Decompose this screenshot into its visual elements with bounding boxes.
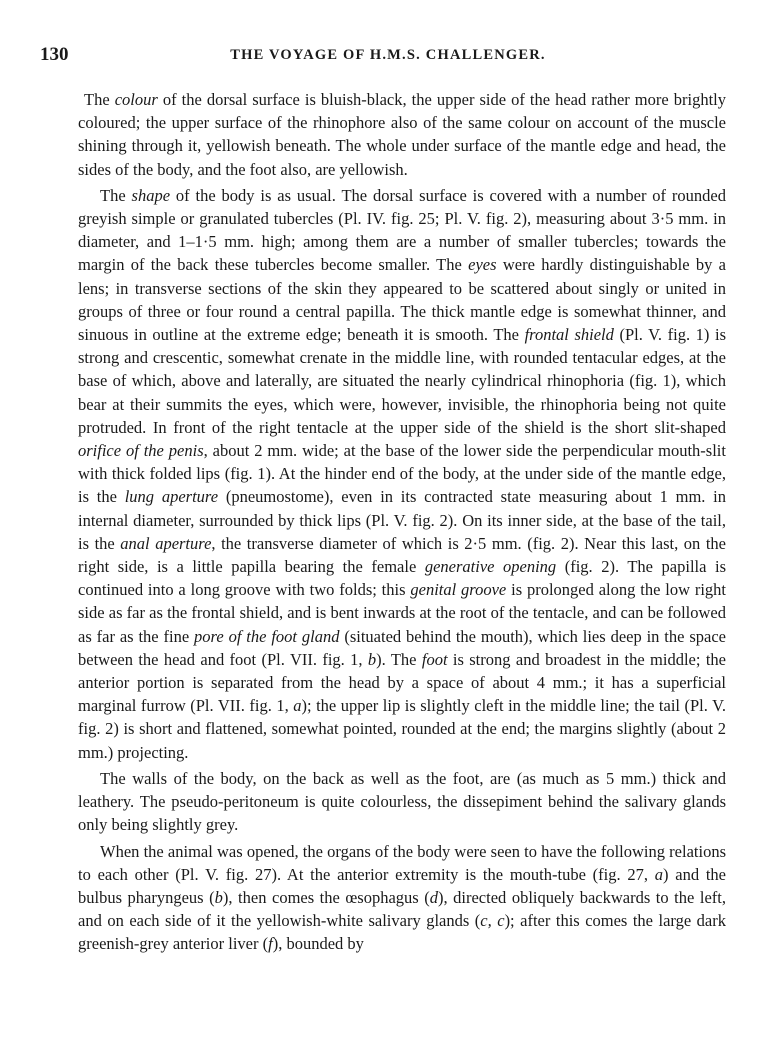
page-header: [40, 44, 736, 66]
page-number: 130: [40, 44, 69, 65]
paragraph-organs: When the animal was opened, the organs of the body were seen to have the following relations to each other (Pl. V. fig. 27). At the anterior extremity is the mouth-tube (fig. 27, a) and the bulbus pharyngeus (b), then comes the œsophagus (d), directed obliquely backwards to the left, and on each side of it the yellowish-white salivary glands (c, c); after this comes the large dark greenish-grey anterior liver (f), bounded by: [78, 841, 726, 954]
paragraph-shape: The shape of the body is as usual. The dorsal surface is covered with a number of rounded greyish simple or granulated tubercles (Pl. IV. fig. 25; Pl. V. fig. 2), measuring about 3·5 mm. in diameter, and 1–1·5 mm. high; among them are a number of smaller tubercles; towards the margin of the back these tubercles become smaller. The eyes were hardly distinguishable by a lens; in transverse sections of the skin they appeared to be scattered about singly or united in groups of three or four round a central papilla. The thick mantle edge is somewhat thinner, and sinuous in outline at the extreme edge; beneath it is smooth. The frontal shield (Pl. V. fig. 1) is strong and crescentic, somewhat crenate in the middle line, with rounded tentacular edges, at the base of which, above and laterally, are situated the nearly cylindrical rhinophoria (fig. 1), which bear at their summits the eyes, which were, however, invisible, the rhinophoria being not quite protruded. In front of the right tentacle at the upper side of the shield is the short slit-shaped orifice of the penis, about 2 mm. wide; at the base of the lower side the perpendicular mouth-slit with thick folded lips (fig. 1). At the hinder end of the body, at the under side of the mantle edge, is the lung aperture (pneumostome), even in its contracted state measuring about 1 mm. in internal diameter, surrounded by thick lips (Pl. V. fig. 2). On its inner side, at the base of the tail, is the anal aperture, the transverse diameter of which is 2·5 mm. (fig. 2). Near this last, on the right side, is a little papilla bearing the female generative opening (fig. 2). The papilla is continued into a long groove with two folds; this genital groove is prolonged along the low right side as far as the frontal shield, and is bent inwards at the root of the tentacle, and can be followed as far as the fine pore of the foot gland (situated behind the mouth), which lies deep in the space between the head and foot (Pl. VII. fig. 1, b). The foot is strong and broadest in the middle; the anterior portion is separated from the head by a space of about 4 mm.; it has a superficial marginal furrow (Pl. VII. fig. 1, a); the upper lip is slightly cleft in the middle line; the tail (Pl. V. fig. 2) is short and flattened, somewhat pointed, rounded at the end; the margins slightly (about 2 mm.) projecting.: [78, 185, 727, 762]
paragraph-colour: The colour of the dorsal surface is bluish-black, the upper side of the head rather more brightly coloured; the upper surface of the rhinophore also of the same colour on account of the muscle shining through it, yellowish beneath. The whole under surface of the mantle edge and head, the sides of the body, and the foot also, are yellowish.: [78, 90, 726, 179]
body-text: [78, 88, 726, 956]
running-title: THE VOYAGE OF H.M.S. CHALLENGER.: [230, 47, 546, 63]
paragraph-body-walls: The walls of the body, on the back as well as the foot, are (as much as 5 mm.) thick and leathery. The pseudo-peritoneum is quite colourless, the dissepiment behind the salivary glands only being slightly grey.: [78, 768, 726, 835]
